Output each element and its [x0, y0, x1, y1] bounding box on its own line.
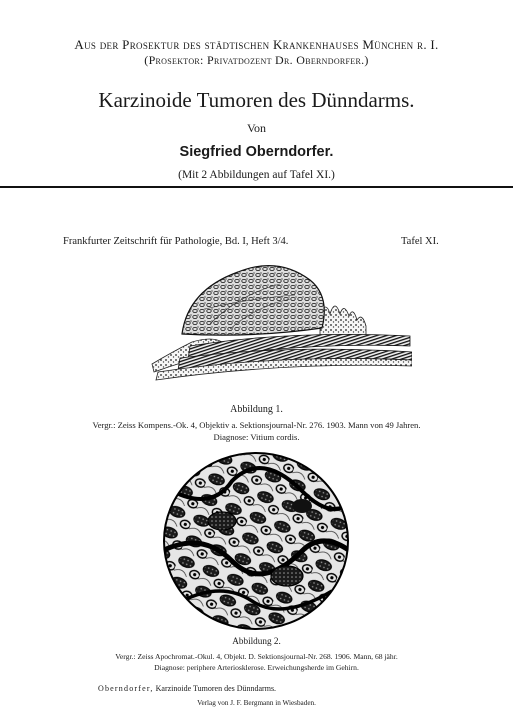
figure-1-caption: Abbildung 1. — [230, 404, 283, 415]
by-line: Von — [246, 121, 267, 135]
institution-line: Aus der Prosektur des städtischen Krankenhauses München r. I. — [74, 37, 439, 52]
journal-reference: Frankfurter Zeitschrift für Pathologie, Bd. I, Heft 3/4. — [63, 236, 289, 247]
figure-2-caption: Abbildung 2. — [232, 636, 281, 646]
plate-footer — [98, 684, 276, 693]
figure-2-description: Vergr.: Zeiss Apochromat.-Okul. 4, Objekt. D. Sektionsjournal-Nr. 268. 1906. Mann, 68 jähr. — [115, 652, 398, 661]
figure-1-illustration — [150, 254, 412, 394]
page-divider — [0, 186, 513, 188]
figure-1-diagnosis: Diagnose: Vitium cordis. — [213, 432, 300, 442]
prosector-line: (Prosektor: Privatdozent Dr. Oberndorfer.) — [144, 53, 369, 67]
footer-author: Oberndorfer, — [98, 684, 154, 693]
figure-2-diagnosis: Diagnose: periphere Arteriosklerose. Erweichungsherde im Gehirn. — [154, 663, 359, 672]
plate-label: Tafel XI. — [401, 236, 439, 247]
article-title: Karzinoide Tumoren des Dünndarms. — [98, 88, 415, 112]
footer-title: Karzinoide Tumoren des Dünndarms. — [155, 684, 277, 693]
figure-1-description: Vergr.: Zeiss Kompens.-Ok. 4, Objektiv a. Sektionsjournal-Nr. 276. 1903. Mann von 49 Jahren. — [92, 420, 421, 430]
figure-2-illustration — [162, 451, 350, 631]
publisher-line: Verlag von J. F. Bergmann in Wiesbaden. — [197, 699, 316, 707]
figures-note: (Mit 2 Abbildungen auf Tafel XI.) — [178, 169, 335, 181]
author-name: Siegfried Oberndorfer. — [179, 144, 334, 160]
